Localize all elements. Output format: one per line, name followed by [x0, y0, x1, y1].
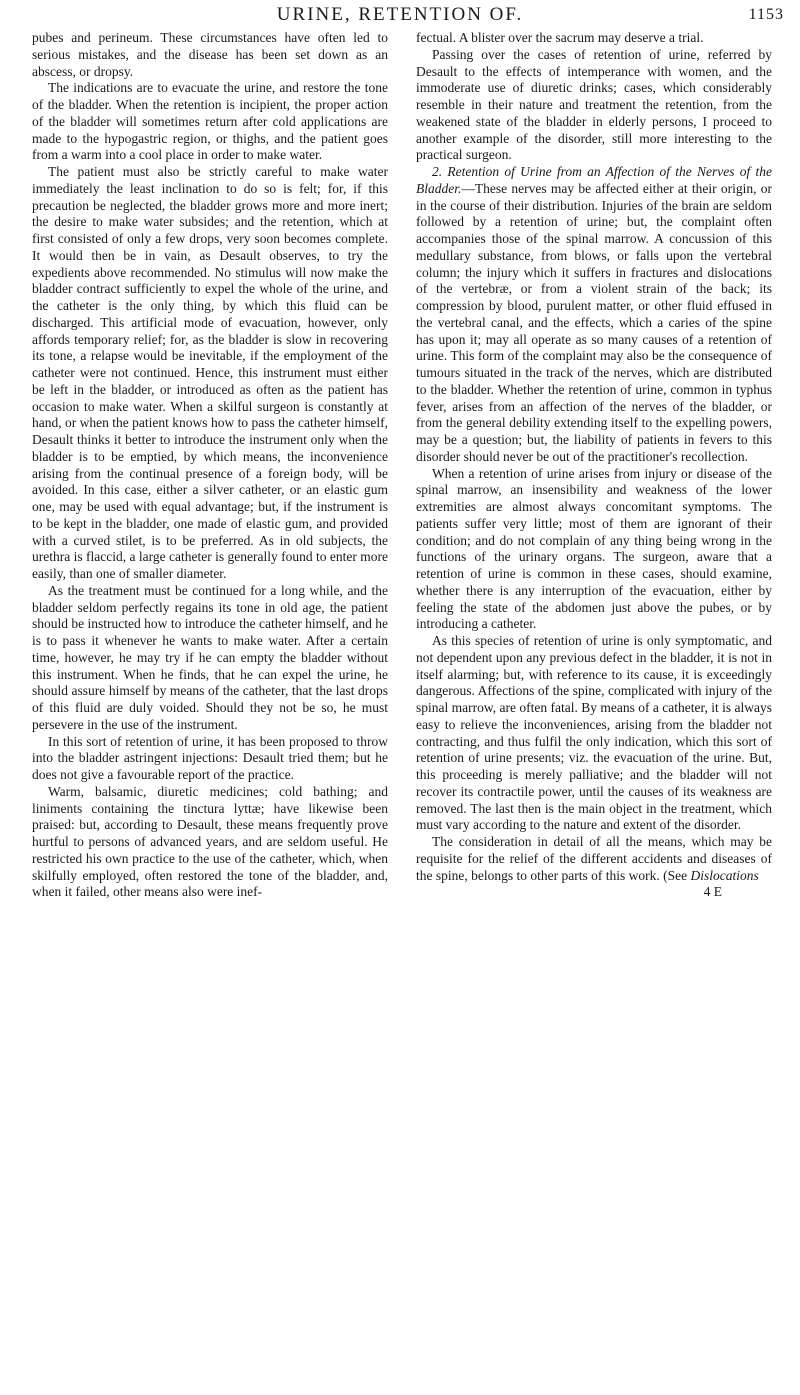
right-paragraph-1: fectual. A blister over the sacrum may deserve a trial.: [416, 30, 704, 45]
section-heading: 2. Retention of Urine from an Affection of the Nerves of the Bladder.: [416, 164, 772, 196]
cross-reference-text: The consideration in detail of all the means, which may be requisite for the relief of the different accidents and diseases of the spine, belongs to other parts of this work. (See: [416, 834, 772, 883]
section-body: —These nerves may be affected either at their origin, or in the course of their distribution. Injuries of the brain are seldom followed by a retention of urine; but, the complaint often accompanies those of the spinal marrow. A concussion of this medullary substance, from blows, or falls upon the vertebral column; the injury which it suffers in fractures and dislocations of the vertebræ, or from a violent strain of the back; its compression by blood, purulent matter, or other fluid effused in the vertebral canal, and the effects, which a caries of the spine has upon it; may all operate as so many causes of a retention of urine. This form of the complaint may also be the consequence of tumours situated in the track of the nerves, which are distributed to the bladder. Whether the retention of urine, common in typhus fever, arises from an affection of the nerves of the bladder, or from the general debility extending itself to the expelling powers, may be a question; but, the liability of patients in fevers to this disorder should never be out of the practitioner's recollection.: [416, 180, 772, 464]
signature-mark: 4 E: [703, 884, 722, 900]
left-paragraph-3: The patient must also be strictly careful to make water immediately the least inclination to do so is felt; for, if this precaution be neglected, the bladder grows more and more inert; the desire to make water subsides; and the retention, which at first consisted of only a few drops, very soon becomes complete. It would then be in vain, as Desault observes, to try the expedients above recommended. No stimulus will now make the bladder contract sufficiently to expel the whole of the urine, and the catheter is the only thing, by which this fluid can be discharged. This artificial mode of evacuation, however, only affords temporary relief; for, as the bladder is slow in recovering its tone, a relapse would be inevitable, if the employment of the catheter were not continued. Hence, this instrument must either be left in the bladder, or introduced as often as the patient has occasion to make water. When a skilful surgeon is constantly at hand, or when the patient knows how to pass the catheter himself, Desault thinks it better to introduce the instrument only when the bladder is to be emptied, by which means, the inconvenience arising from the continual presence of a foreign body, will be avoided. In this case, either a silver catheter, or an elastic gum one, may be used with equal advantage; but, if the instrument is to be kept in the bladder, one made of elastic gum, and provided with a curved stilet, is to be preferred. As in old subjects, the urethra is flaccid, a large catheter is generally found to enter more easily, than one of smaller diameter.: [32, 164, 388, 581]
left-paragraph-4: As the treatment must be continued for a long while, and the bladder seldom perfectly regains its tone in old age, the patient should be instructed how to introduce the catheter himself, and he is to pass it whenever he wants to make water. After a certain time, however, he may try if he can empty the bladder without this instrument. When he finds, that he can expel the urine, he should assure himself by means of the catheter, that the last drops of this fluid are duly voided. Should they not be so, he must persevere in the use of the instrument.: [32, 582, 388, 732]
right-paragraph-3: [416, 164, 772, 466]
right-column: [416, 30, 772, 901]
left-paragraph-2: The indications are to evacuate the urine, and restore the tone of the bladder. When the retention is incipient, the proper action of the bladder will sometimes return after cold applications are made to the hypogastric region, or thighs, and the patient goes from a warm into a cool place in order to make water.: [32, 80, 388, 163]
cross-reference-link: Dislocations: [690, 867, 759, 883]
right-paragraph-2: Passing over the cases of retention of urine, referred by Desault to the effects of intemperance with women, and the immoderate use of diuretic drinks; cases, which considerably resemble in their nature and treatment the retention, from the weakened state of the bladder in elderly persons, I proceed to another example of the disorder, still more interesting to the practical surgeon.: [416, 46, 772, 163]
left-paragraph-5: In this sort of retention of urine, it has been proposed to throw into the bladder astringent injections: Desault tried them; but he does not give a favourable report of the practice.: [32, 733, 388, 782]
left-paragraph-6: Warm, balsamic, diuretic medicines; cold bathing; and liniments containing the tinctura lyttæ; have likewise been praised: but, according to Desault, these means frequently prove hurtful to persons of advanced years, and are seldom useful. He restricted his own practice to the use of the catheter, which, when skilfully employed, often restored the tone of the bladder, and, when it failed, other means also were inef-: [32, 783, 388, 900]
page-number: 1153: [748, 6, 784, 23]
right-paragraph-5: As this species of retention of urine is only symptomatic, and not dependent upon any previous defect in the bladder, it is not in itself alarming; but, with reference to its cause, it is exceedingly dangerous. Affections of the spine, complicated with injury of the spinal marrow, are often fatal. By means of a catheter, it is always easy to relieve the inconveniences, arising from the bladder not contracting, and thus fulfil the only indication, which this sort of retention of urine presents; viz. the evacuation of the urine. But, this proceeding is merely palliative; and the bladder will not recover its contractile power, until the causes of its weakness are removed. The last then is the main object in the treatment, which must vary according to the nature and extent of the disorder.: [416, 633, 772, 833]
left-column: [32, 30, 388, 901]
page-title: URINE, RETENTION OF.: [276, 4, 524, 25]
right-paragraph-6: [416, 834, 772, 884]
left-paragraph-1: pubes and perineum. These circumstances have often led to serious mistakes, and the disease has been set down as an abscess, or dropsy.: [32, 30, 388, 79]
right-paragraph-4: When a retention of urine arises from injury or disease of the spinal marrow, an insensibility and weakness of the lower extremities are almost always concomitant symptoms. The patients suffer very little; most of them are ignorant of their condition; and do not complain of any thing being wrong in the functions of the urinary organs. The surgeon, aware that a retention of urine is common in these cases, should examine, whether there is any interruption of the evacuation, either by feeling the state of the abdomen just above the pubes, or by introducing a catheter.: [416, 465, 772, 632]
